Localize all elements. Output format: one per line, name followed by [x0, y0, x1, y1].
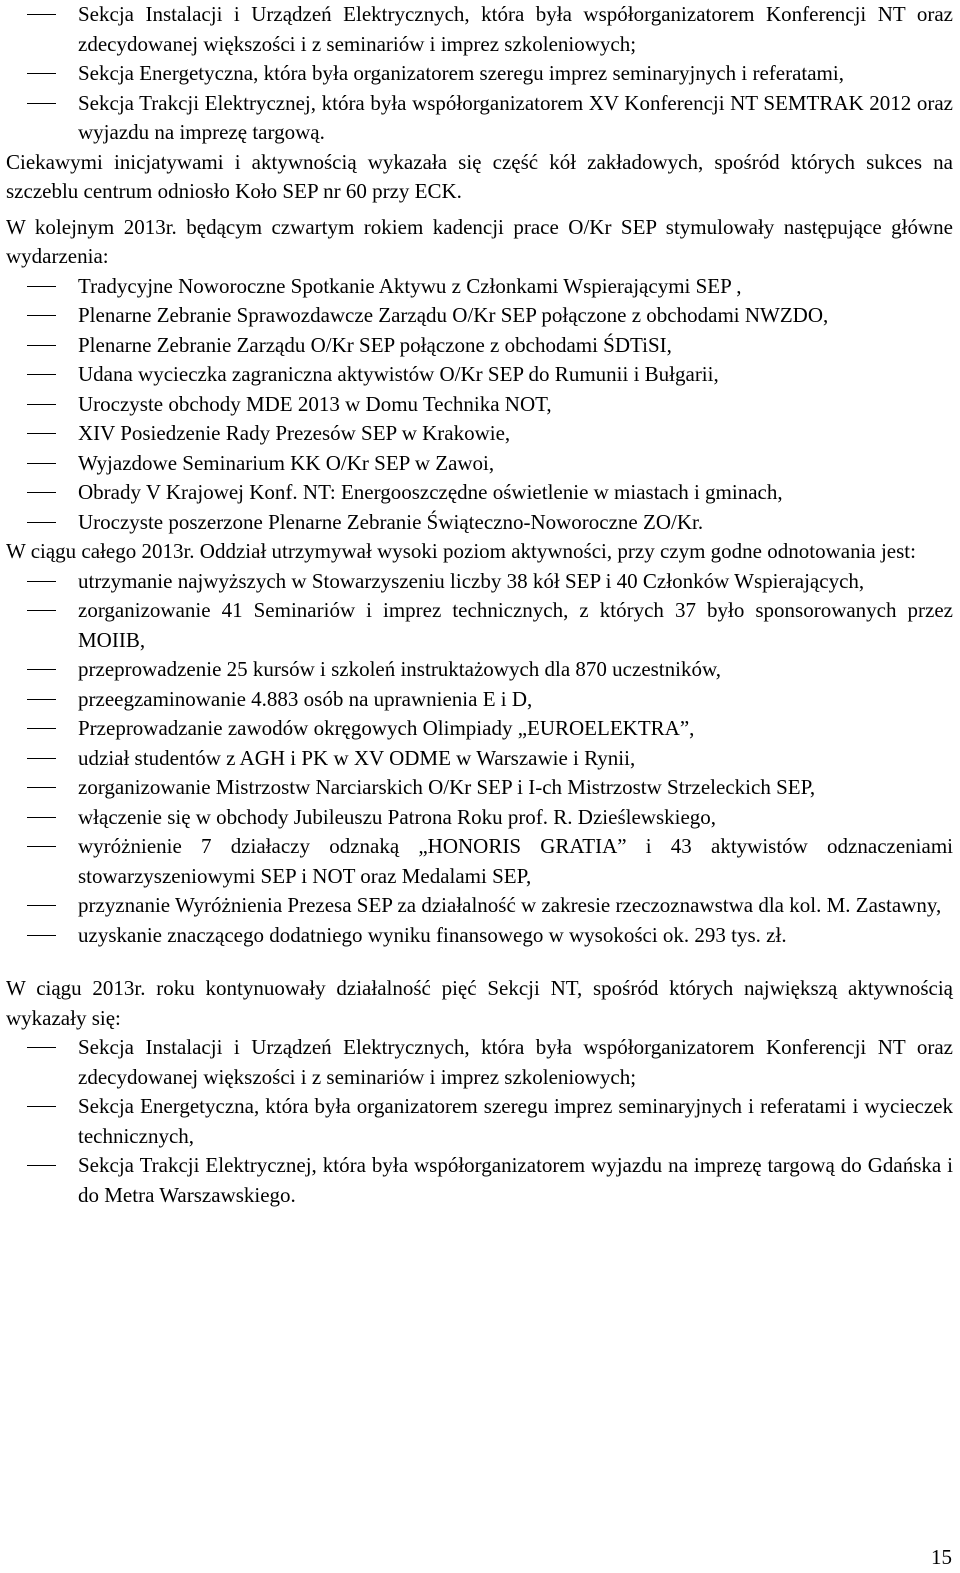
list-item	[6, 360, 953, 390]
dash-bullet	[27, 817, 56, 818]
list-item-text: Uroczyste poszerzone Plenarne Zebranie Świąteczno-Noworoczne ZO/Kr.	[78, 509, 704, 534]
dash-bullet	[27, 374, 56, 375]
document-page	[6, 0, 953, 1210]
list-item-text: utrzymanie najwyższych w Stowarzyszeniu liczby 38 kół SEP i 40 Członków Wspierających,	[78, 568, 865, 593]
list-item-text: Sekcja Trakcji Elektrycznej, która była współorganizatorem wyjazdu na imprezę targową do Gdańska i do Metra Warszawskiego.	[78, 1153, 953, 1207]
list-item-text: Sekcja Instalacji i Urządzeń Elektrycznych, która była współorganizatorem Konferencji NT oraz zdecydowanej większości i z seminariów i imprez szkoleniowych;	[78, 2, 953, 56]
list-item	[6, 596, 953, 655]
paragraph-activity: W ciągu całego 2013r. Oddział utrzymywał wysoki poziom aktywności, przy czym godne odnotowania jest:	[6, 539, 916, 563]
list-item	[6, 1151, 953, 1210]
list-item-text: zorganizowanie Mistrzostw Narciarskich O/Kr SEP i I-ch Mistrzostw Strzeleckich SEP,	[78, 775, 816, 799]
list-item	[6, 891, 953, 921]
list-item-text: XIV Posiedzenie Rady Prezesów SEP w Krakowie,	[78, 421, 511, 445]
list-item-text: Sekcja Instalacji i Urządzeń Elektrycznych, która była współorganizatorem Konferencji NT oraz zdecydowanej większości i z seminariów i imprez szkoleniowych;	[78, 1035, 953, 1089]
list-item-text: zorganizowanie 41 Seminariów i imprez technicznych, z których 37 było sponsorowanych przez MOIIB,	[78, 598, 953, 652]
list-item	[6, 478, 953, 508]
dash-bullet	[27, 787, 56, 788]
list-item-text: Sekcja Energetyczna, która była organizatorem szeregu imprez seminaryjnych i referatami,	[78, 61, 844, 85]
dash-bullet	[27, 522, 56, 523]
dash-bullet	[27, 14, 56, 15]
list-item-text: Sekcja Energetyczna, która była organizatorem szeregu imprez seminaryjnych i referatami i wycieczek technicznych,	[78, 1094, 953, 1148]
dash-bullet	[27, 581, 56, 582]
paragraph-sections: W ciągu 2013r. roku kontynuowały działalność pięć Sekcji NT, spośród których największą aktywnością wykazały się:	[6, 976, 953, 1030]
list-item	[6, 1092, 953, 1151]
dash-bullet	[27, 103, 56, 104]
list-item	[6, 655, 953, 685]
list-item-text: przeegzaminowanie 4.883 osób na uprawnienia E i D,	[78, 686, 533, 711]
sections-list-bottom	[6, 1033, 953, 1210]
list-item	[6, 59, 953, 89]
dash-bullet	[27, 905, 56, 906]
dash-bullet	[27, 492, 56, 493]
list-item	[6, 0, 953, 59]
list-item-text: Uroczyste obchody MDE 2013 w Domu Technika NOT,	[78, 391, 552, 416]
dash-bullet	[27, 669, 56, 670]
dash-bullet	[27, 345, 56, 346]
list-item	[6, 301, 953, 331]
list-item	[6, 773, 953, 803]
list-item-text: Udana wycieczka zagraniczna aktywistów O/Kr SEP do Rumunii i Bułgarii,	[78, 362, 719, 386]
paragraph-initiatives: Ciekawymi inicjatywami i aktywnością wykazała się część kół zakładowych, spośród których sukces na szczeblu centrum odniosło Koło SEP nr 60 przy ECK.	[6, 149, 953, 203]
dash-bullet	[27, 728, 56, 729]
list-item-text: Obrady V Krajowej Konf. NT: Energooszczędne oświetlenie w miastach i gminach,	[78, 480, 783, 504]
list-item	[6, 685, 953, 715]
list-item	[6, 567, 953, 597]
list-item-text: włączenie się w obchody Jubileuszu Patrona Roku prof. R. Dzieślewskiego,	[78, 804, 717, 829]
dash-bullet	[27, 758, 56, 759]
list-item	[6, 89, 953, 148]
sections-list-top	[6, 0, 953, 148]
list-item-text: uzyskanie znaczącego dodatniego wyniku finansowego w wysokości ok. 293 tys. zł.	[78, 922, 787, 947]
dash-bullet	[27, 463, 56, 464]
list-item	[6, 803, 953, 833]
list-item-text: Plenarne Zebranie Zarządu O/Kr SEP połączone z obchodami ŚDTiSI,	[78, 332, 672, 357]
list-item	[6, 1033, 953, 1092]
list-item	[6, 272, 953, 302]
list-item	[6, 331, 953, 361]
list-item	[6, 921, 953, 951]
dash-bullet	[27, 433, 56, 434]
list-item	[6, 508, 953, 538]
events-list	[6, 272, 953, 538]
dash-bullet	[27, 935, 56, 936]
list-item	[6, 832, 953, 891]
list-item-text: wyróżnienie 7 działaczy odznaką „HONORIS GRATIA” i 43 aktywistów odznaczeniami stowarzyszeniowymi SEP i NOT oraz Medalami SEP,	[78, 834, 953, 888]
dash-bullet	[27, 610, 56, 611]
list-item	[6, 744, 953, 774]
list-item-text: przeprowadzenie 25 kursów i szkoleń instruktażowych dla 870 uczestników,	[78, 657, 722, 681]
list-item	[6, 390, 953, 420]
page-number: 15	[931, 1545, 952, 1569]
list-item-text: udział studentów z AGH i PK w XV ODME w Warszawie i Rynii,	[78, 745, 636, 770]
dash-bullet	[27, 699, 56, 700]
list-item-text: Plenarne Zebranie Sprawozdawcze Zarządu O/Kr SEP połączone z obchodami NWZDO,	[78, 303, 829, 327]
dash-bullet	[27, 286, 56, 287]
list-item-text: Tradycyjne Noworoczne Spotkanie Aktywu z Członkami Wspierającymi SEP ,	[78, 273, 742, 298]
dash-bullet	[27, 1047, 56, 1048]
dash-bullet	[27, 846, 56, 847]
list-item	[6, 419, 953, 449]
list-item-text: przyznanie Wyróżnienia Prezesa SEP za działalność w zakresie rzeczoznawstwa dla kol. M. Zastawny,	[78, 893, 942, 917]
list-item	[6, 714, 953, 744]
list-item-text: Wyjazdowe Seminarium KK O/Kr SEP w Zawoi,	[78, 450, 495, 475]
dash-bullet	[27, 1106, 56, 1107]
spacer	[6, 950, 953, 974]
paragraph-2013-intro: W kolejnym 2013r. będącym czwartym rokiem kadencji prace O/Kr SEP stymulowały następujące główne wydarzenia:	[6, 214, 953, 268]
list-item-text: Sekcja Trakcji Elektrycznej, która była współorganizatorem XV Konferencji NT SEMTRAK 2012 oraz wyjazdu na imprezę targową.	[78, 90, 953, 144]
achievements-list	[6, 567, 953, 951]
list-item-text: Przeprowadzanie zawodów okręgowych Olimpiady „EUROELEKTRA”,	[78, 716, 695, 740]
dash-bullet	[27, 315, 56, 316]
list-item	[6, 449, 953, 479]
dash-bullet	[27, 404, 56, 405]
dash-bullet	[27, 1165, 56, 1166]
dash-bullet	[27, 73, 56, 74]
